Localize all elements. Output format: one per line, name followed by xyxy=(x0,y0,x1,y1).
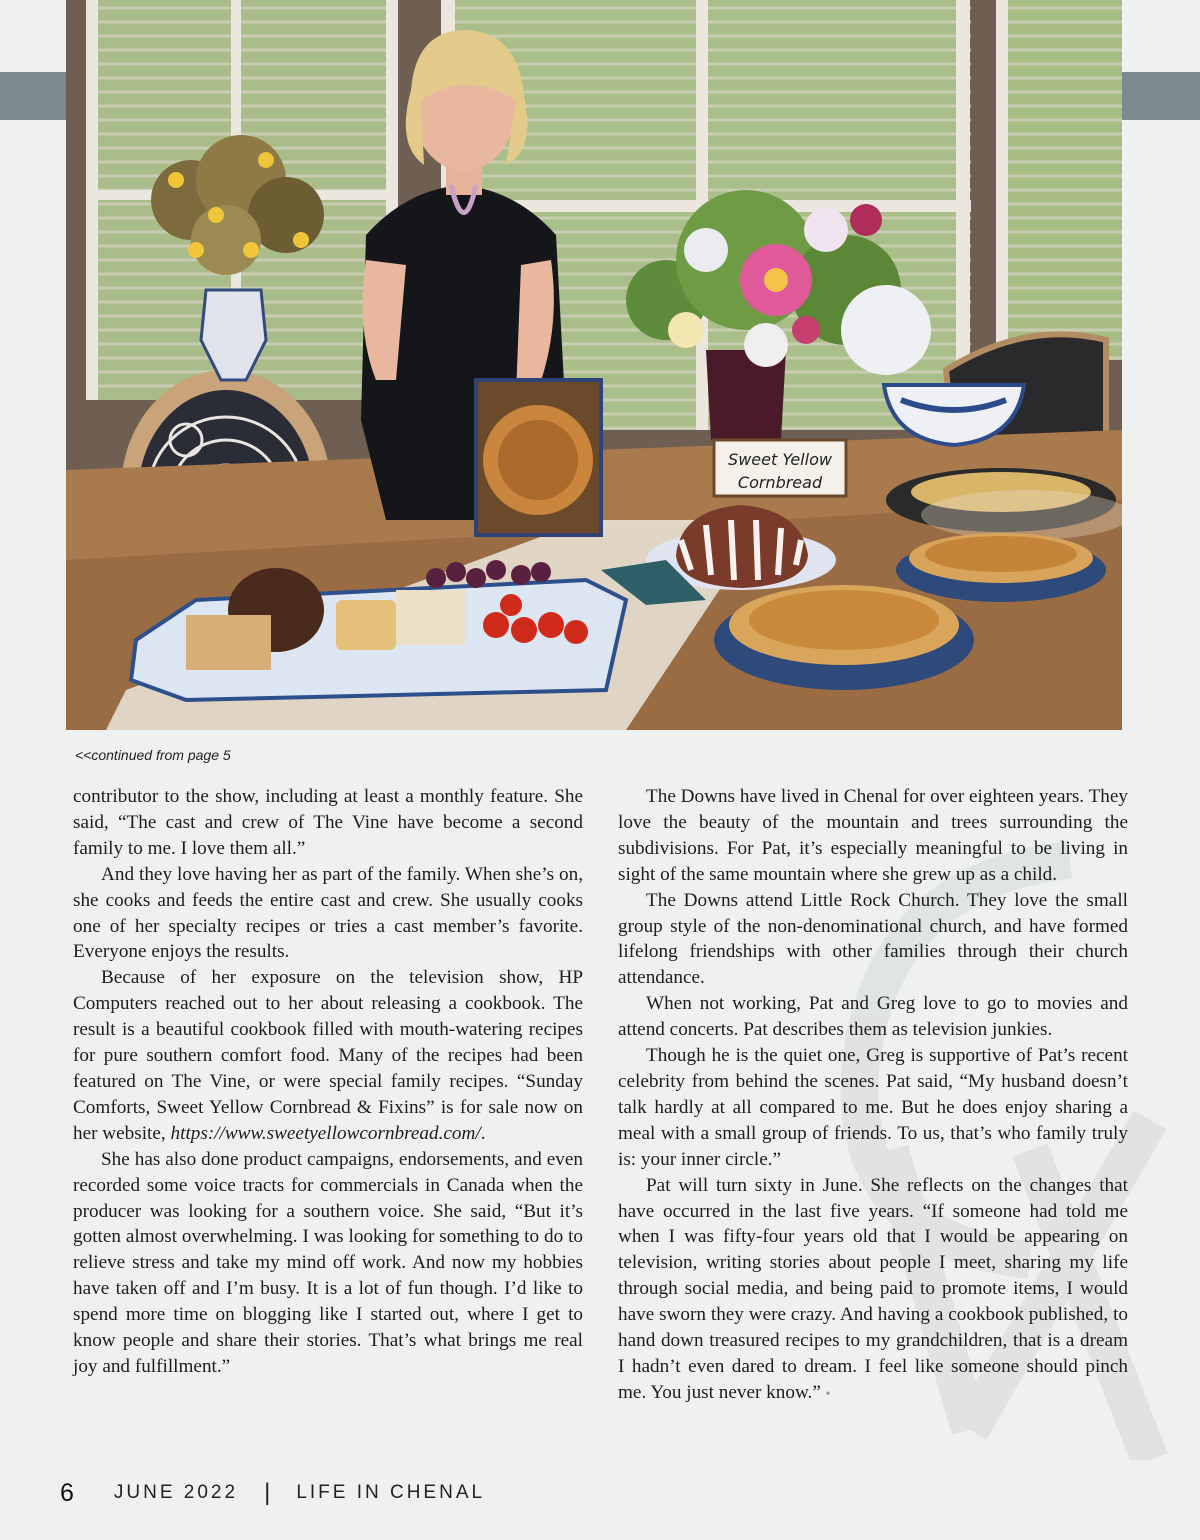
publication-name: LIFE IN CHENAL xyxy=(296,1482,486,1503)
feature-photo xyxy=(66,0,1122,730)
sign-line-1: Sweet Yellow xyxy=(728,450,832,469)
article-column-right xyxy=(618,784,1128,1408)
cookbook xyxy=(476,380,601,535)
paragraph: The Downs attend Little Rock Church. They love the small group style of the non-denominational church, and have formed lifelong friendships with other families through their church attendance. xyxy=(618,889,1128,989)
issue-date: JUNE 2022 xyxy=(113,1482,239,1503)
paragraph: She has also done product campaigns, endorsements, and even recorded some voice tracts for commercials in Canada when the producer was looking for a southern voice. She said, “But it’s gotten almost overwhelming. I was looking for something to do to relieve stress and take my mind off work. And now my hobbies have taken off and I’m busy. It is a lot of fun though. I’d like to spend more time on blogging like I started out, where I get to know people and share their stories. That’s what brings me real joy and fulfillment.” xyxy=(73,1148,583,1377)
paragraph: The Downs have lived in Chenal for over eighteen years. They love the beauty of the mountain and trees surrounding the subdivisions. For Pat, it’s especially meaningful to be living in sight of the same mountain where she grew up as a child. xyxy=(618,786,1128,885)
header-band-right xyxy=(1122,72,1200,120)
continued-caption: <<continued from page 5 xyxy=(75,747,231,763)
cornbread-sign xyxy=(714,440,846,496)
sign-line-2: Cornbread xyxy=(737,473,823,492)
article-column-left xyxy=(73,784,583,1380)
pie-front xyxy=(714,585,974,690)
page-footer xyxy=(60,1476,485,1510)
paragraph: Pat will turn sixty in June. She reflects on the changes that have occurred in the last five years. “If someone had told me when I was fifty-four years old that I would be appearing on television, writing stories about people I meet, sharing my life through social media, and being paid to promote items, I would have sworn they were crazy. And having a cookbook published, to hand down treasured recipes to my grandchildren, that is a dream I hadn’t even dared to dream. I feel like someone should pinch me. You just never know.” • xyxy=(618,1174,1128,1403)
end-mark: • xyxy=(825,1386,831,1402)
paragraph: Though he is the quiet one, Greg is supportive of Pat’s recent celebrity from behind the scenes. Pat said, “My husband doesn’t talk hardly at all compared to me. But he does enjoy sharing a meal with a small group of friends. To us, that’s who family truly is: your inner circle.” xyxy=(618,1045,1128,1170)
website-link[interactable]: https://www.sweetyellowcornbread.com/ xyxy=(170,1122,481,1144)
paragraph: contributor to the show, including at least a monthly feature. She said, “The cast and crew of The Vine have become a second family to me. I love them all.” xyxy=(73,786,583,859)
page-number: 6 xyxy=(60,1478,74,1507)
window-right xyxy=(996,0,1122,360)
pie-right xyxy=(896,533,1106,602)
footer-separator: | xyxy=(264,1479,271,1506)
header-band-left xyxy=(0,72,66,120)
paragraph: When not working, Pat and Greg love to go to movies and attend concerts. Pat describes them as television junkies. xyxy=(618,993,1128,1041)
paragraph: Because of her exposure on the television show, HP Computers reached out to her about releasing a cookbook. The result is a beautiful cookbook filled with mouth-watering recipes for pure southern comfort food. Many of the recipes had been featured on The Vine, or were special family recipes. “Sunday Comforts, Sweet Yellow Cornbread & Fixins” is for sale now on her website, https://www.sweetyellowcornbread.com/. xyxy=(73,967,583,1144)
paragraph: And they love having her as part of the family. When she’s on, she cooks and feeds the entire cast and crew. She usually cooks one of her specialty recipes or tries a cast member’s favorite. Everyone enjoys the results. xyxy=(73,863,583,963)
